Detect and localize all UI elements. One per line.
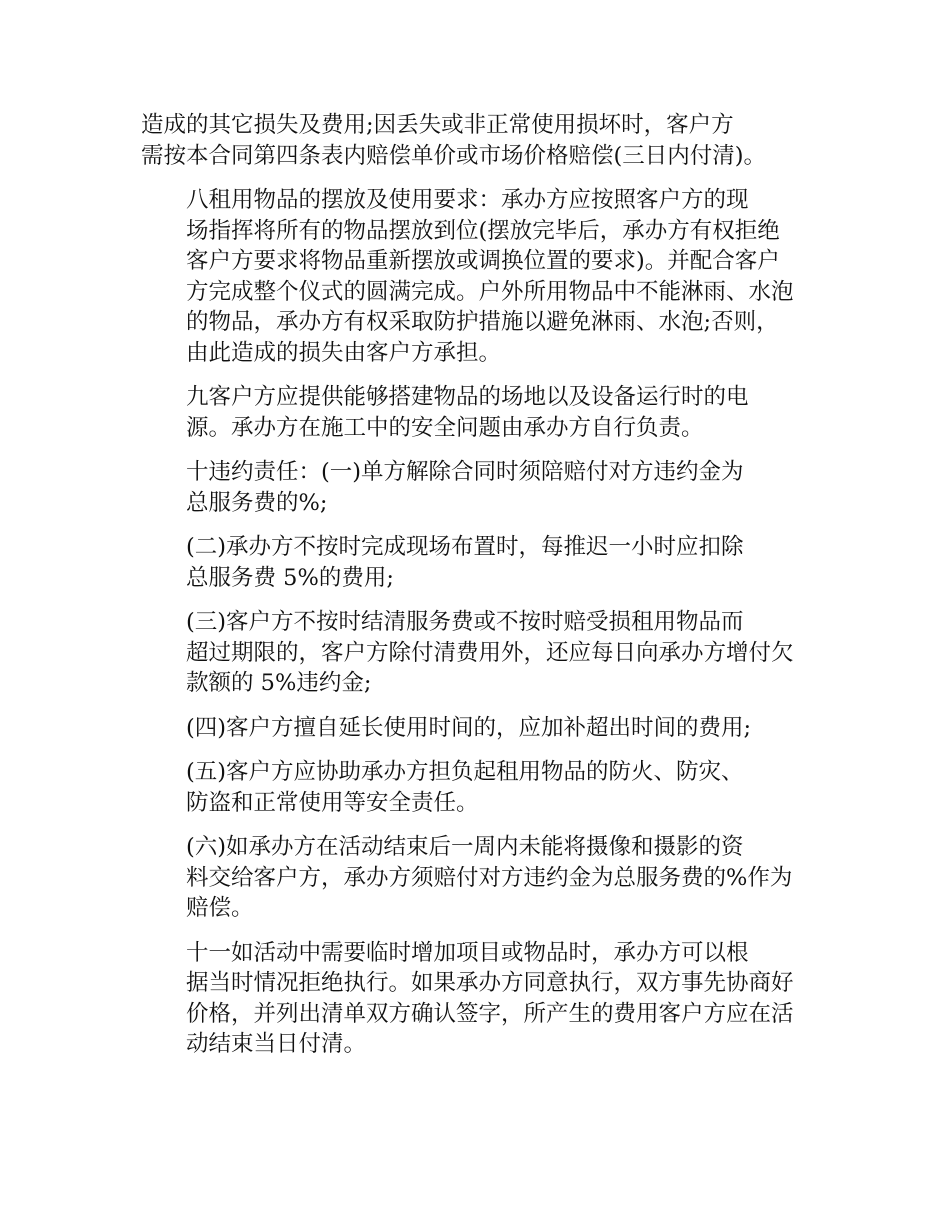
- text-line: 由此造成的损失由客户方承担。: [186, 339, 502, 366]
- text-line: 源。承办方在施工中的安全问题由承办方自行负责。: [186, 414, 704, 441]
- paragraph-clause-10: [141, 457, 816, 518]
- text-line: 总服务费的%;: [186, 489, 328, 516]
- text-line: 的物品，承办方有权采取防护措施以避免淋雨、水泡;否则，: [186, 309, 779, 335]
- text-line: 场指挥将所有的物品摆放到位(摆放完毕后，承办方有权拒绝: [186, 217, 780, 244]
- paragraph-clause-10-4: [141, 713, 816, 744]
- text-line: 十违约责任：(一)单方解除合同时须陪赔付对方违约金为: [186, 459, 744, 485]
- text-line: (三)客户方不按时结清服务费或不按时赔受损租用物品而: [186, 609, 744, 635]
- text-line: 九客户方应提供能够搭建物品的场地以及设备运行时的电: [186, 384, 749, 410]
- text-line: 动结束当日付清。: [186, 1031, 367, 1057]
- paragraph-clause-10-5: [141, 757, 816, 818]
- text-line: (五)客户方应协助承办方担负起租用物品的防火、防灾、: [186, 759, 744, 785]
- text-line: 客户方要求将物品重新摆放或调换位置的要求)。并配合客户: [186, 248, 780, 274]
- text-line: 价格，并列出清单双方确认签字，所产生的费用客户方应在活: [186, 1000, 794, 1027]
- text-line: 十一如活动中需要临时增加项目或物品时，承办方可以根: [186, 939, 749, 966]
- paragraph-clause-10-3: [141, 607, 816, 699]
- text-line: 八租用物品的摆放及使用要求：承办方应按照客户方的现: [186, 187, 749, 213]
- text-line: 款额的 5%违约金;: [186, 670, 372, 696]
- text-line: 总服务费 5%的费用;: [186, 564, 394, 591]
- text-line: 据当时情况拒绝执行。如果承办方同意执行，双方事先协商好: [186, 970, 794, 996]
- text-line: 赔偿。: [186, 895, 254, 921]
- document-body: [141, 110, 816, 1074]
- text-line: (六)如承办方在活动结束后一周内未能将摄像和摄影的资: [186, 834, 744, 860]
- text-line: (二)承办方不按时完成现场布置时，每推迟一小时应扣除: [186, 534, 744, 560]
- text-line: 料交给客户方，承办方须赔付对方违约金为总服务费的%作为: [186, 864, 793, 891]
- paragraph-damage-compensation: [141, 110, 816, 171]
- paragraph-clause-9: [141, 382, 816, 443]
- paragraph-clause-11: [141, 938, 816, 1060]
- paragraph-clause-10-2: [141, 532, 816, 593]
- text-line: 需按本合同第四条表内赔偿单价或市场价格赔偿(三日内付清)。: [141, 142, 767, 169]
- text-line: 超过期限的，客户方除付清费用外，还应每日向承办方增付欠: [186, 639, 794, 666]
- text-line: 方完成整个仪式的圆满完成。户外所用物品中不能淋雨、水泡: [186, 278, 794, 305]
- text-line: (四)客户方擅自延长使用时间的，应加补超出时间的费用;: [186, 714, 752, 741]
- paragraph-clause-8: [141, 185, 816, 368]
- paragraph-clause-10-6: [141, 832, 816, 924]
- text-line: 防盗和正常使用等安全责任。: [186, 789, 479, 816]
- text-line: 造成的其它损失及费用;因丢失或非正常使用损坏时，客户方: [141, 112, 734, 138]
